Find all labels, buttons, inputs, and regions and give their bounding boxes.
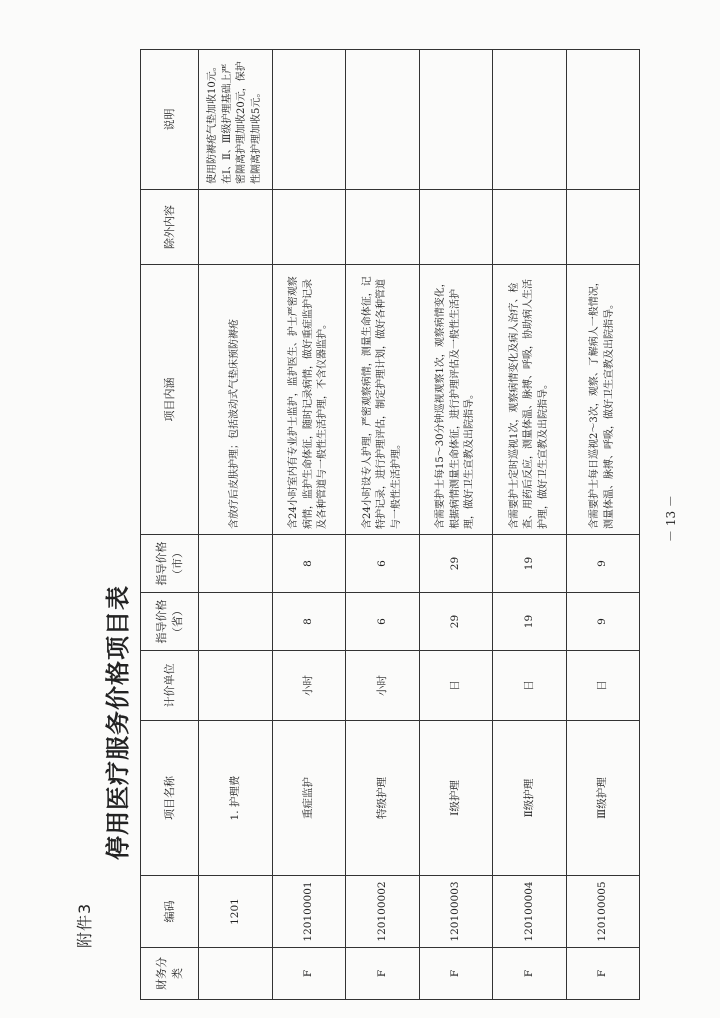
cell-code: 120100002 [346,876,420,948]
header-unit: 计价单位 [141,651,199,721]
attachment-label: 附件3 [75,902,94,948]
cell-unit: 日 [493,651,567,721]
cell-price-city: 19 [493,535,567,593]
table-row [199,50,273,1000]
cell-price-prov: 29 [419,593,493,651]
cell-code: 1201 [199,876,273,948]
cell-price-city: 29 [419,535,493,593]
table-row [272,50,346,1000]
price-table-container [140,50,640,1000]
table-header-row [141,50,199,1000]
price-table [140,49,640,1000]
cell-code: 120100005 [566,876,640,948]
cell-note [493,50,567,190]
cell-excluded [566,190,640,265]
cell-price-city: 8 [272,535,346,593]
cell-excluded [346,190,420,265]
cell-name: Ⅲ级护理 [566,721,640,876]
cell-content: 含24小时设专人护理，严密观察病情，测量生命体征，记特护记录，进行护理评估，制定护理计划，做好各种管道与一般性生活护理。 [346,265,420,535]
cell-price-city [199,535,273,593]
header-content: 项目内涵 [141,265,199,535]
cell-content: 含需要护士每15～30分钟巡视观察1次，观察病情变化，根据病情测量生命体征，进行护理评估及一般性生活护理，做好卫生宣教及出院指导。 [419,265,493,535]
cell-content: 含放疗后皮肤护理；包括波动式气垫床预防褥疮 [199,265,273,535]
cell-content: 含24小时室内有专业护士监护，监护医生、护士严密观察病情，监护生命体征，随时记录病情，做好重症监护记录及各种管道与一般性生活护理，不含仪器监护。 [272,265,346,535]
cell-finance [199,948,273,1000]
cell-excluded [419,190,493,265]
cell-unit: 小时 [272,651,346,721]
cell-finance: F [346,948,420,1000]
cell-price-prov: 8 [272,593,346,651]
header-excluded: 除外内容 [141,190,199,265]
cell-code: 120100004 [493,876,567,948]
cell-code: 120100003 [419,876,493,948]
header-price-city: 指导价格（市） [141,535,199,593]
cell-excluded [199,190,273,265]
cell-price-prov [199,593,273,651]
header-name: 项目名称 [141,721,199,876]
cell-name: 1. 护理费 [199,721,273,876]
cell-price-prov: 9 [566,593,640,651]
header-finance: 财务分类 [141,948,199,1000]
cell-price-city: 9 [566,535,640,593]
header-code: 编码 [141,876,199,948]
cell-finance: F [493,948,567,1000]
cell-note: 使用防褥疮气垫加收10元。在Ⅰ、Ⅱ、Ⅲ级护理基础上严密隔离护理加收20元，保护性隔离护理加收5元。 [199,50,273,190]
cell-note [346,50,420,190]
cell-content: 含需要护士每日巡视2～3次，观察、了解病人一般情况，测量体温、脉搏、呼吸，做好卫生宣教及出院指导。 [566,265,640,535]
cell-excluded [493,190,567,265]
page-number: － 13 － [664,495,678,542]
cell-price-prov: 19 [493,593,567,651]
cell-name: Ⅰ级护理 [419,721,493,876]
cell-name: 特级护理 [346,721,420,876]
cell-note [566,50,640,190]
cell-unit: 小时 [346,651,420,721]
cell-excluded [272,190,346,265]
table-row [493,50,567,1000]
cell-finance: F [566,948,640,1000]
page-title: 停用医疗服务价格项目表 [103,585,132,860]
cell-note [272,50,346,190]
cell-unit: 日 [566,651,640,721]
cell-finance: F [272,948,346,1000]
cell-note [419,50,493,190]
cell-price-prov: 6 [346,593,420,651]
cell-code: 120100001 [272,876,346,948]
table-row [566,50,640,1000]
cell-price-city: 6 [346,535,420,593]
cell-unit: 日 [419,651,493,721]
table-row [419,50,493,1000]
header-note: 说明 [141,50,199,190]
cell-unit [199,651,273,721]
cell-name: 重症监护 [272,721,346,876]
header-price-prov: 指导价格（省） [141,593,199,651]
cell-content: 含需要护士定时巡视1次，观察病情变化及病人治疗、检查、用药后反应，测量体温、脉搏、呼吸，协助病人生活护理，做好卫生宣教及出院指导。 [493,265,567,535]
cell-name: Ⅱ级护理 [493,721,567,876]
table-row [346,50,420,1000]
cell-finance: F [419,948,493,1000]
